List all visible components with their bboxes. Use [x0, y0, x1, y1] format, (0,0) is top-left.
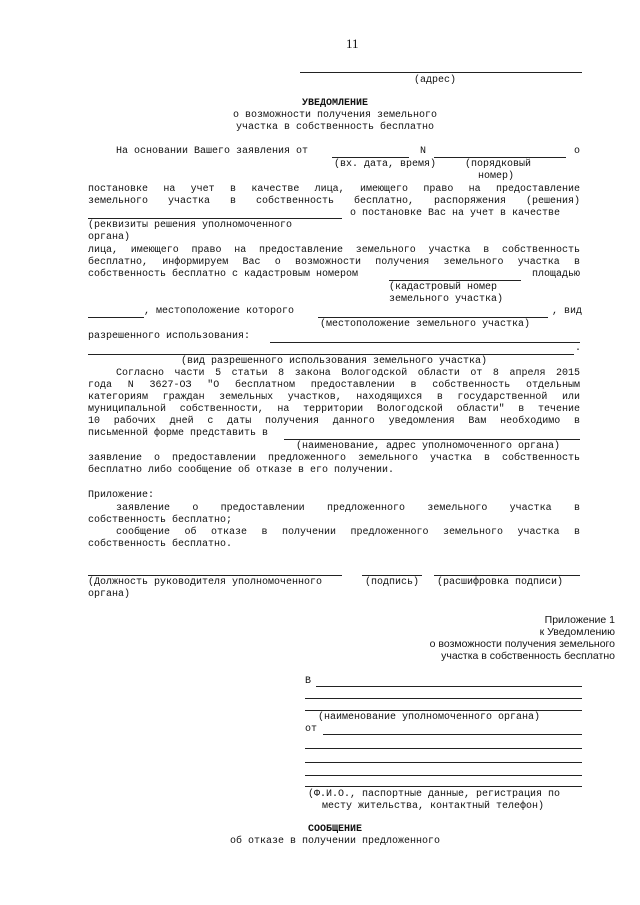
- to-line-3: [305, 710, 582, 711]
- address-caption: (адрес): [414, 75, 457, 86]
- from-line-1: [323, 734, 582, 735]
- req-caption-2: органа): [88, 232, 131, 243]
- location-line: [318, 317, 548, 318]
- from-line-5: [305, 786, 582, 787]
- p2-line-4: муниципальной собственности, на территории Вологодской области" в течение: [88, 404, 580, 415]
- attachments-title: Приложение:: [88, 490, 155, 501]
- p1-line-9: разрешенного использования:: [88, 331, 251, 342]
- appendix-line-2: к Уведомлению: [539, 626, 615, 638]
- address-line: [300, 72, 582, 73]
- p1-start: На основании Вашего заявления от: [116, 146, 309, 157]
- org-caption: (наименование, адрес уполномоченного органа): [296, 441, 561, 452]
- p1-line-7-start: собственность бесплатно с кадастровым номером: [88, 269, 359, 280]
- p1-number-sign: N: [420, 146, 427, 157]
- from-line-4: [305, 775, 582, 776]
- p2-line-3: категориям граждан земельных участков, находящихся в государственной или: [88, 392, 580, 403]
- p2-line-2: года N 3627-ОЗ "О бесплатном предоставлении в собственность отдельным: [88, 380, 580, 391]
- attachment-2-line-1: сообщение об отказе в получении предложенного земельного участка в: [116, 527, 580, 538]
- p1-line-5: лица, имеющего право на предоставление земельного участка в собственность: [88, 245, 580, 256]
- org-name-caption: (наименование уполномоченного органа): [318, 712, 541, 723]
- p2-line-1: Согласно части 5 статьи 8 закона Вологодской области от 8 апреля 2015: [116, 368, 580, 379]
- from-label: от: [305, 724, 318, 735]
- position-line: [88, 575, 342, 576]
- signature-line: [362, 575, 422, 576]
- person-caption-2: месту жительства, контактный телефон): [322, 801, 545, 812]
- message-title: СООБЩЕНИЕ: [307, 824, 362, 835]
- cadastral-caption-2: земельного участка): [389, 294, 504, 305]
- p1-line-4-end: о постановке Вас на учет в качестве: [350, 208, 561, 219]
- to-line-2: [305, 698, 582, 699]
- decode-caption: (расшифровка подписи): [437, 577, 564, 588]
- person-caption-1: (Ф.И.О., паспортные данные, регистрация по: [308, 789, 561, 800]
- position-caption-2: органа): [88, 589, 131, 600]
- to-label: В: [305, 676, 312, 687]
- date-line: [332, 157, 409, 158]
- use-line-2: [88, 354, 574, 355]
- notice-subtitle-2: участка в собственность бесплатно: [235, 122, 435, 133]
- from-line-2: [305, 748, 582, 749]
- org-line: [284, 439, 580, 440]
- p1-line-3: земельного участка в собственность бесплатно, распоряжения (решения): [88, 196, 580, 207]
- area-line: [88, 317, 144, 318]
- notice-subtitle-1: о возможности получения земельного: [232, 110, 438, 121]
- position-caption-1: (Должность руководителя уполномоченного: [88, 577, 323, 588]
- use-line-period: .: [575, 343, 582, 354]
- p1-line-6: бесплатно, информируем Вас о возможности получения земельного участка в: [88, 257, 580, 268]
- p1-line-7-end: площадью: [532, 269, 581, 280]
- p1-line-8-end: , вид: [552, 306, 583, 317]
- decision-line: [88, 218, 342, 219]
- signature-caption: (подпись): [365, 577, 420, 588]
- message-subtitle: об отказе в получении предложенного: [229, 836, 441, 847]
- use-line-1: [270, 342, 580, 343]
- appendix-line-3: о возможности получения земельного: [429, 638, 615, 650]
- cadastral-line: [389, 280, 521, 281]
- location-caption: (местоположение земельного участка): [320, 319, 531, 330]
- p2-line-7: заявление о предоставлении предложенного земельного участка в собственность: [88, 453, 580, 464]
- date-caption: (вх. дата, время): [334, 159, 437, 170]
- p2-line-5: 10 рабочих дней с даты получения данного уведомления Вам необходимо в: [88, 416, 580, 427]
- attachment-1-line-1: заявление о предоставлении предложенного земельного участка в: [116, 503, 580, 514]
- number-line: [434, 157, 566, 158]
- attachment-1-line-2: собственность бесплатно;: [88, 515, 233, 526]
- notice-title: УВЕДОМЛЕНИЕ: [301, 98, 368, 109]
- number-caption-2: номер): [478, 171, 515, 182]
- p2-line-8: бесплатно либо сообщение об отказе в его получении.: [88, 465, 395, 476]
- use-caption: (вид разрешенного использования земельного участка): [180, 356, 488, 367]
- page-number: 11: [346, 36, 359, 51]
- req-caption-1: (реквизиты решения уполномоченного: [88, 220, 293, 231]
- to-line-1: [316, 686, 582, 687]
- cadastral-caption-1: (кадастровый номер: [389, 282, 498, 293]
- appendix-line-4: участка в собственность бесплатно: [441, 650, 615, 662]
- decode-line: [434, 575, 580, 576]
- p2-line-6: письменной форме представить в: [88, 428, 269, 439]
- appendix-line-1: Приложение 1: [544, 614, 615, 626]
- number-caption-1: (порядковый: [465, 159, 532, 170]
- from-line-3: [305, 762, 582, 763]
- attachment-2-line-2: собственность бесплатно.: [88, 539, 233, 550]
- p1-line-8-mid: , местоположение которого: [144, 306, 295, 317]
- p1-line-2: постановке на учет в качестве лица, имеющего право на предоставление: [88, 184, 580, 195]
- p1-o: о: [574, 146, 581, 157]
